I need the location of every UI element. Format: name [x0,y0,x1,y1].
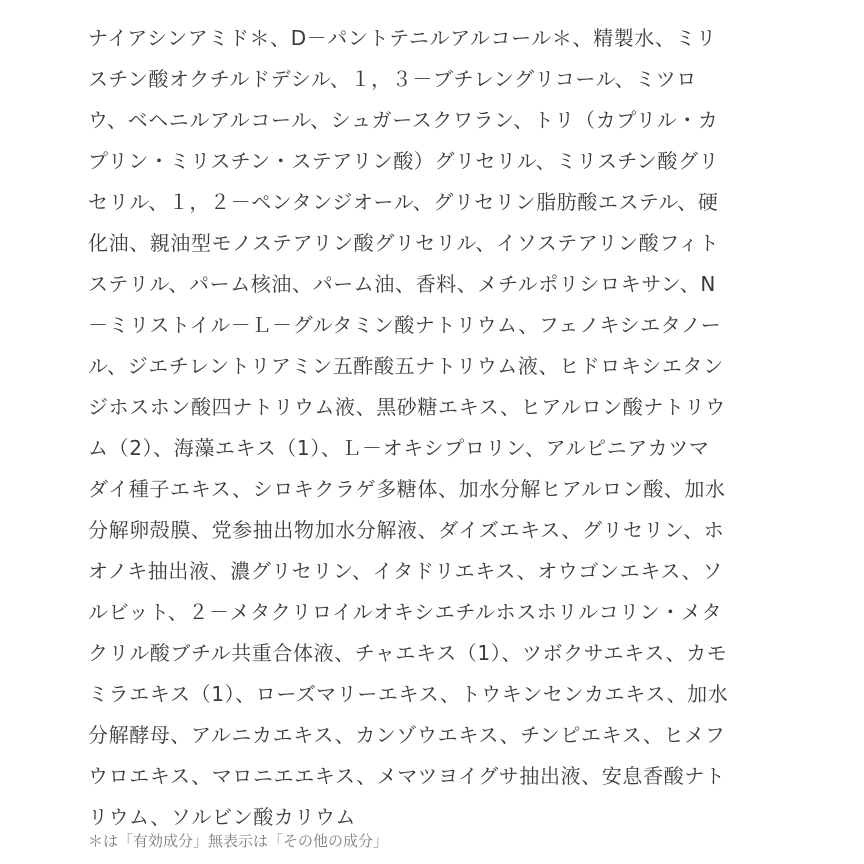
ingredient-line: セリル、１，２－ペンタンジオール、グリセリン脂肪酸エステル、硬 [88,190,719,214]
ingredient-line: 分解酵母、アルニカエキス、カンゾウエキス、チンピエキス、ヒメフ [88,723,726,747]
ingredient-line: ダイ種子エキス、シロキクラゲ多糖体、加水分解ヒアルロン酸、加水 [88,477,726,501]
footnote: ＊は「有効成分」無表示は「その他の成分」 [88,832,389,850]
ingredient-line: ナイアシンアミド＊、D－パントテニルアルコール＊、精製水、ミリ [88,26,717,50]
ingredient-line: ルビット、２－メタクリロイルオキシエチルホスホリルコリン・メタ [88,600,723,624]
ingredient-line: プリン・ミリスチン・ステアリン酸）グリセリル、ミリスチン酸グリ [88,149,720,173]
ingredient-line: ジホスホン酸四ナトリウム液、黒砂糖エキス、ヒアルロン酸ナトリウ [88,395,726,419]
ingredient-line: ム（2）、海藻エキス（1）、Ｌ－オキシプロリン、アルピニアカツマ [88,436,710,460]
ingredient-line: ウ、ベヘニルアルコール、シュガースクワラン、トリ（カプリル・カ [88,108,719,132]
ingredient-line: ル、ジエチレントリアミン五酢酸五ナトリウム液、ヒドロキシエタン [88,354,724,378]
ingredient-line: オノキ抽出液、濃グリセリン、イタドリエキス、オウゴンエキス、ソ [88,559,723,583]
ingredient-line: リウム、ソルビン酸カリウム [88,805,356,829]
ingredient-line: クリル酸ブチル共重合体液、チャエキス（1）、ツボクサエキス、カモ [88,641,728,665]
ingredient-line: 分解卵殻膜、党参抽出物加水分解液、ダイズエキス、グリセリン、ホ [88,518,725,542]
ingredient-line: ステリル、パーム核油、パーム油、香料、メチルポリシロキサン、N [88,272,716,296]
ingredient-line: 化油、親油型モノステアリン酸グリセリル、イソステアリン酸フィト [88,231,720,255]
ingredient-line: －ミリストイル－Ｌ－グルタミン酸ナトリウム、フェノキシエタノー [88,313,722,337]
ingredient-list [88,18,788,838]
ingredient-line: ミラエキス（1）、ローズマリーエキス、トウキンセンカエキス、加水 [88,682,729,706]
ingredient-line: ウロエキス、マロニエエキス、メマツヨイグサ抽出液、安息香酸ナト [88,764,726,788]
ingredient-line: スチン酸オクチルドデシル、１，３－ブチレングリコール、ミツロ [88,67,697,91]
